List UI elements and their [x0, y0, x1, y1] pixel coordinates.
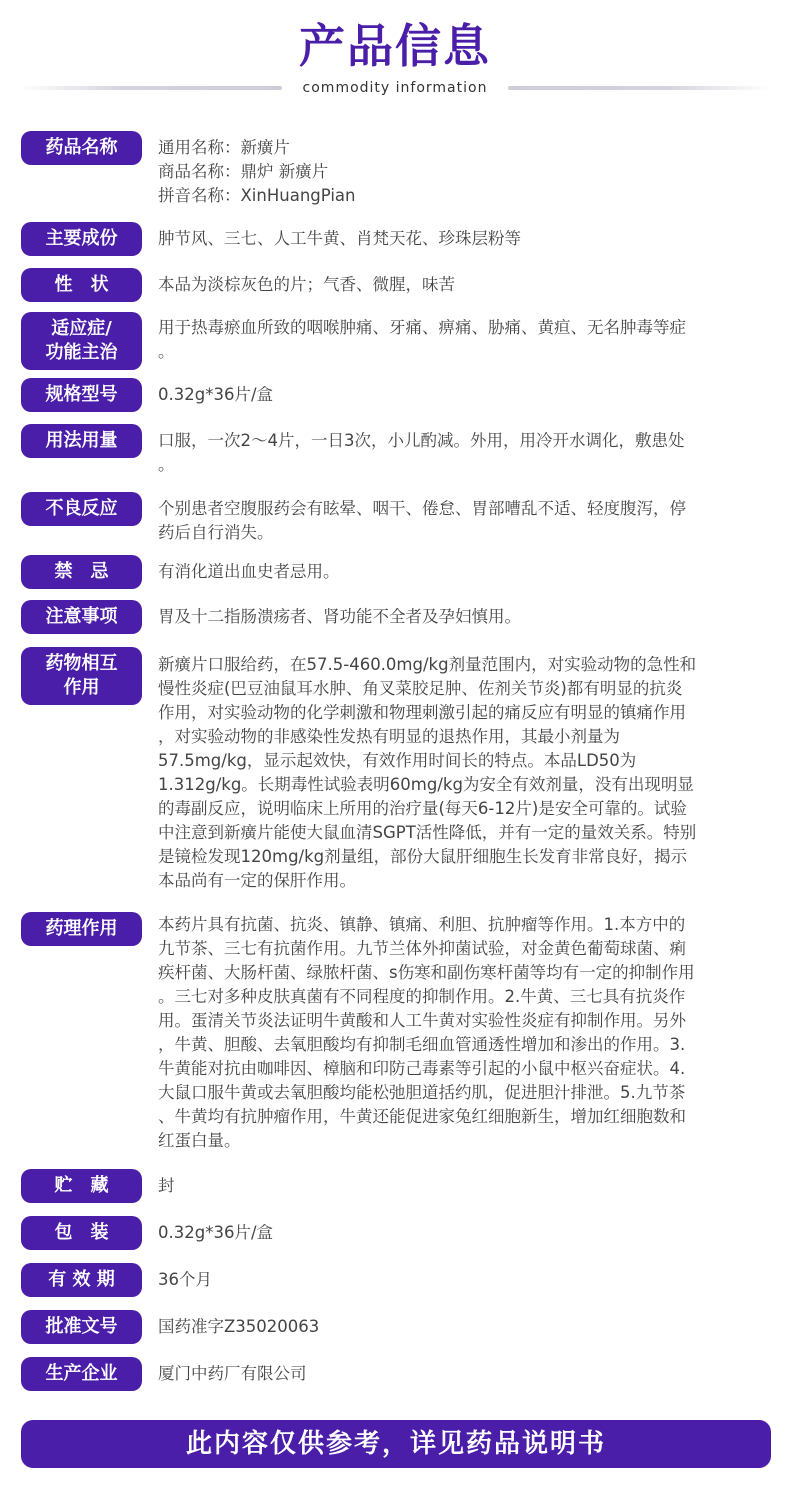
row-value: 封: [158, 1176, 175, 1195]
row-label: 不良反应: [21, 492, 142, 526]
row-value: 厦门中药厂有限公司: [158, 1364, 307, 1383]
row-value: 36个月: [158, 1270, 212, 1289]
row-label: 药品名称: [21, 131, 142, 165]
header-divider-right: [508, 86, 770, 90]
row-label: 贮 藏: [21, 1169, 142, 1203]
row-value: 本药片具有抗菌、抗炎、镇静、镇痛、利胆、抗肿瘤等作用。1.本方中的 九节茶、三七有抗菌作用。九节兰体外抑菌试验，对金黄色葡萄球菌、痢 疾杆菌、大肠杆菌、绿脓杆菌、s伤寒和副伤寒杆菌等均有一定的抑制作用 。三七对多种皮肤真菌有不同程度的抑制作用。2.牛黄、三七具有抗炎作 用。蛋清关节炎法证明牛黄酸和人工牛黄对实验性炎症有抑制作用。另外 ，牛黄、胆酸、去氧胆酸均有抑制毛细血管通透性增加和渗出的作用。3. 牛黄能对抗由咖啡因、樟脑和印防己毒素等引起的小鼠中枢兴奋症状。4. 大鼠口服牛黄或去氧胆酸均能松弛胆道括约肌，促进胆汁排泄。5.九节茶 、牛黄均有抗肿瘤作用，牛黄还能促进家兔红细胞新生，增加红细胞数和 红蛋白量。: [158, 915, 695, 1150]
reference-notice-banner: 此内容仅供参考，详见药品说明书: [21, 1420, 771, 1468]
row-label: 用法用量: [21, 424, 142, 458]
row-value: 国药准字Z35020063: [158, 1317, 320, 1336]
row-value: 个别患者空腹服药会有眩晕、咽干、倦怠、胃部嘈乱不适、轻度腹泻，停 药后自行消失。: [158, 499, 686, 542]
row-label: 禁 忌: [21, 555, 142, 589]
row-value: 胃及十二指肠溃疡者、肾功能不全者及孕妇慎用。: [158, 607, 521, 626]
row-label: 包 装: [21, 1216, 142, 1250]
row-value: 本品为淡棕灰色的片；气香、微腥，味苦: [158, 275, 455, 294]
page-title: 产品信息: [299, 19, 491, 73]
row-label: 批准文号: [21, 1310, 142, 1344]
row-label: 规格型号: [21, 378, 142, 412]
row-value: 0.32g*36片/盒: [158, 1223, 274, 1242]
page-header: [0, 0, 790, 110]
row-label: 药物相互 作用: [21, 647, 142, 705]
row-label: 药理作用: [21, 912, 142, 946]
row-label: 有 效 期: [21, 1263, 142, 1297]
row-value: 有消化道出血史者忌用。: [158, 562, 340, 581]
row-label: 生产企业: [21, 1357, 142, 1391]
row-value: 用于热毒瘀血所致的咽喉肿痛、牙痛、痹痛、胁痛、黄疸、无名肿毒等症 。: [158, 318, 686, 361]
row-label: 主要成份: [21, 222, 142, 256]
page-subtitle: commodity information: [302, 80, 488, 96]
row-label: 性 状: [21, 268, 142, 302]
row-label: 适应症/ 功能主治: [21, 312, 142, 370]
row-value: 通用名称：新癀片 商品名称：鼎炉 新癀片 拼音名称：XinHuangPian: [158, 138, 356, 205]
row-value: 0.32g*36片/盒: [158, 385, 274, 404]
row-value: 新癀片口服给药，在57.5-460.0mg/kg剂量范围内，对实验动物的急性和 慢性炎症(巴豆油鼠耳水肿、角叉菜胶足肿、佐剂关节炎)都有明显的抗炎 作用，对实验动物的化学刺激和物理刺激引起的痛反应有明显的镇痛作用 ，对实验动物的非感染性发热有明显的退热作用，其最小剂量为 57.5mg/kg，显示起效快，有效作用时间长的特点。本品LD50为 1.312g/kg。长期毒性试验表明60mg/kg为安全有效剂量，没有出现明显 的毒副反应，说明临床上所用的治疗量(每天6-12片)是安全可靠的。试验 中注意到新癀片能使大鼠血清SGPT活性降低，并有一定的量效关系。特别 是镜检发现120mg/kg剂量组，部份大鼠肝细胞生长发育非常良好，揭示 本品尚有一定的保肝作用。: [158, 655, 697, 890]
row-label: 注意事项: [21, 600, 142, 634]
row-value: 肿节风、三七、人工牛黄、肖梵天花、珍珠层粉等: [158, 229, 521, 248]
row-value: 口服，一次2～4片，一日3次，小儿酌减。外用，用冷开水调化，敷患处 。: [158, 431, 685, 474]
